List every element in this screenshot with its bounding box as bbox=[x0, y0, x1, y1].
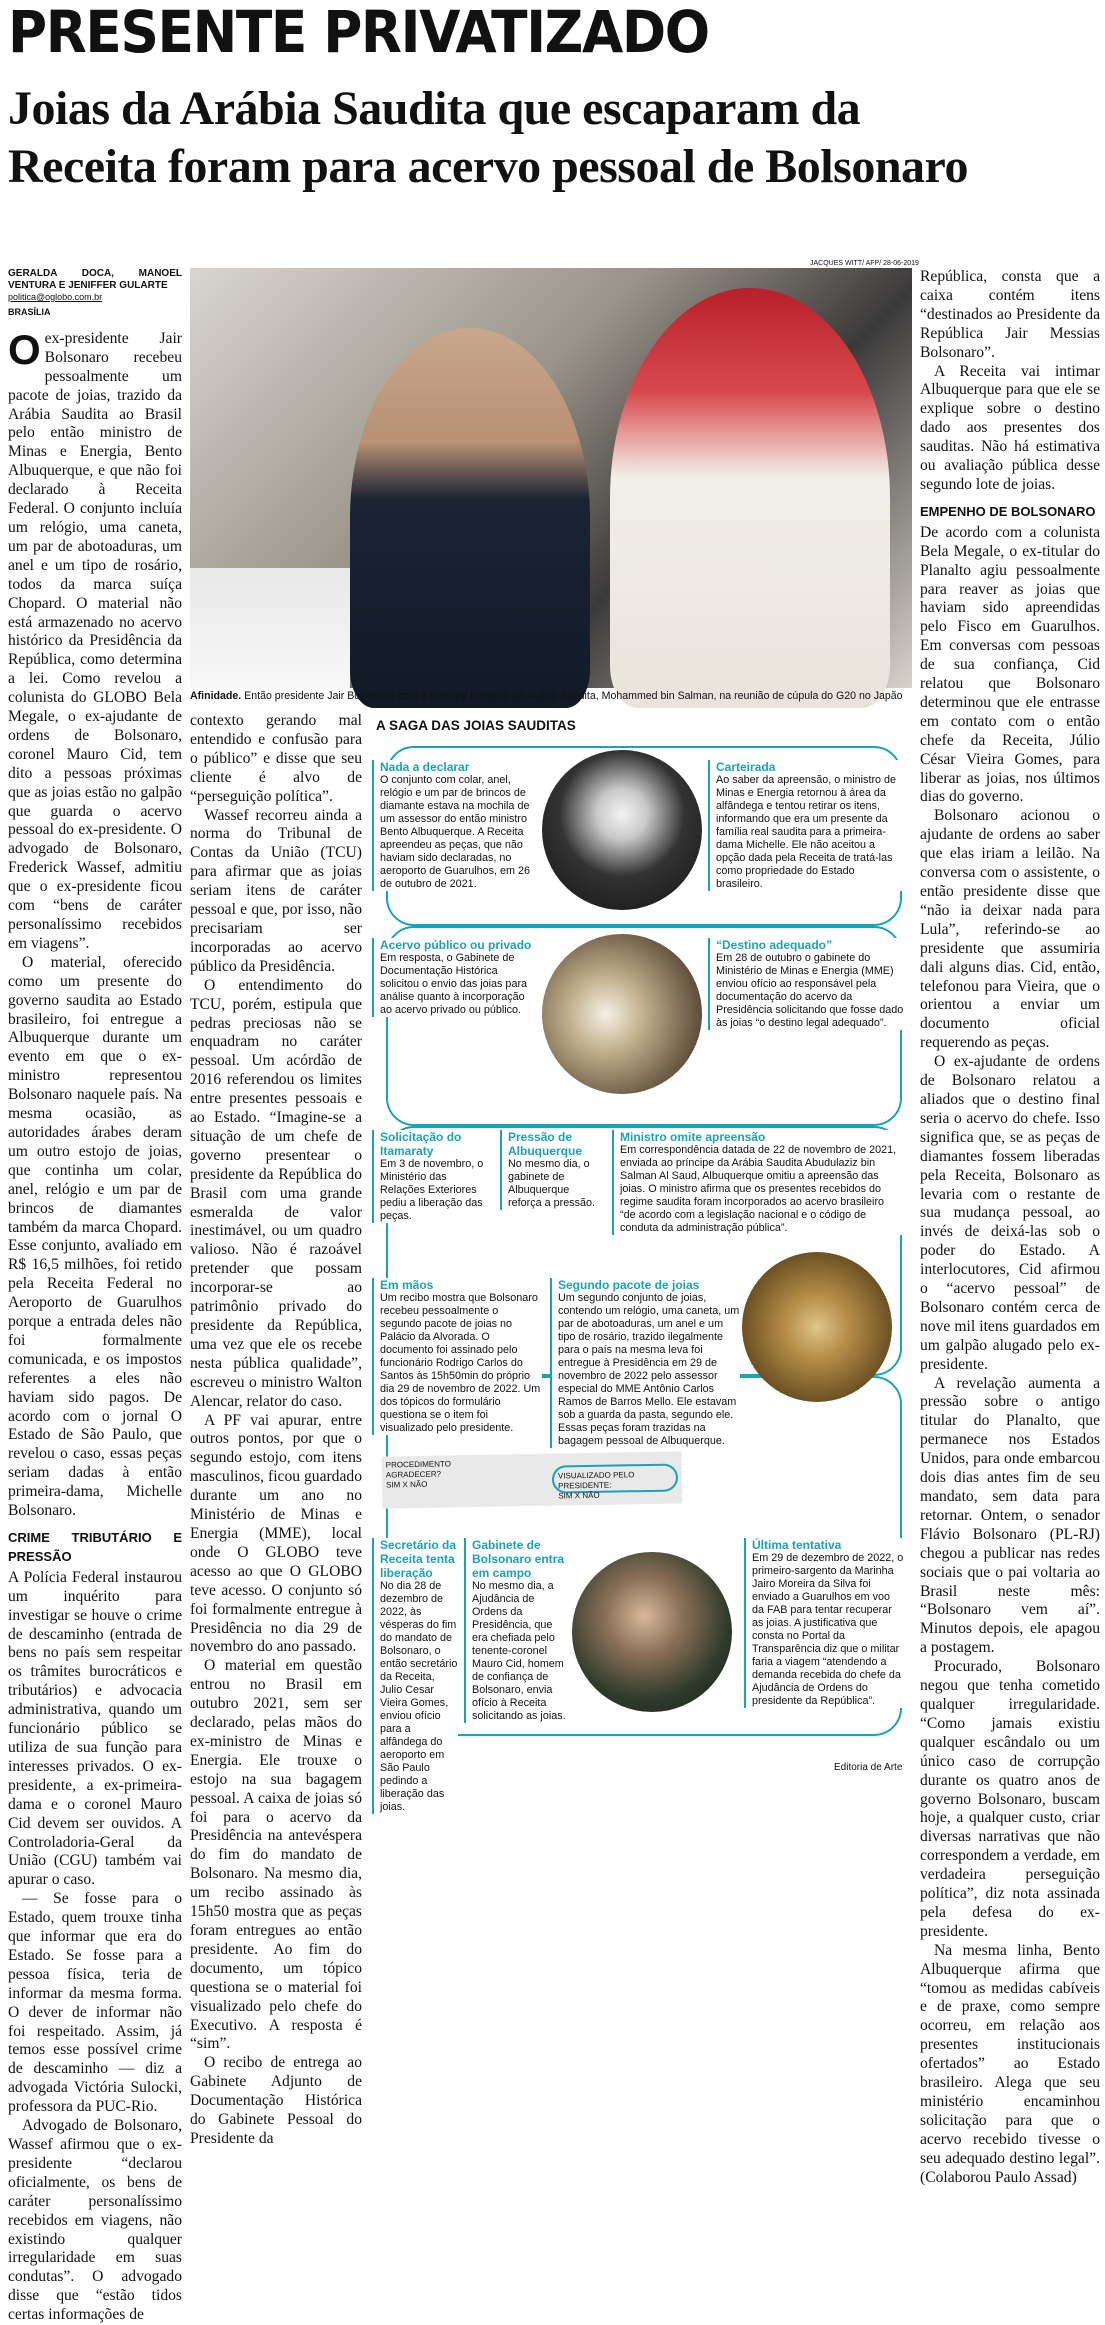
handover-photo bbox=[542, 934, 702, 1094]
step-2: Carteirada Ao saber da apreensão, o ministro de Minas e Energia retornou à área da alfândega e tentou retirar os itens, informando que era um presente da família real saudita para a primeira-dama Michelle. Ele não aceitou a opção dada pela Receita de tratá-las como propriedade do Estado brasileiro. bbox=[708, 760, 904, 891]
article-paragraph: O entendimento do TCU, porém, estipula que pedras preciosas não se enquadram no caráter pessoal. Um acórdão de 2016 referendou os limites entre presentes pessoais e ao Estado. “Imagine-se a situação de um chefe de governo presentear o presidente da República do Brasil com uma grande esmeralda de valor inestimável, ou um quadro valioso. Não é razoável pretender que possam incorporar-se ao patrimônio privado do presidente da República, uma vez que ele os recebe nesta pública qualidade”, escreveu o ministro Walton Alencar, relator do caso. bbox=[190, 976, 362, 1410]
column-1 bbox=[8, 268, 182, 2324]
step-4: “Destino adequado” Em 28 de outubro o gabinete do Ministério de Minas e Energia (MME) enviou ofício ao responsável pela documentação do acervo da Presidência solicitando que fosse dado às joias “o destino legal adequado”. bbox=[708, 938, 904, 1030]
byline-city: BRASÍLIA bbox=[8, 307, 51, 317]
article-paragraph: Procurado, Bolsonaro negou que tenha cometido qualquer irregularidade. “Como jamais existiu qualquer escândalo ou um único caso de corrupção durante os quatro anos de governo Bolsonaro, buscam hoje, a qualquer custo, criar diversas narrativas que não correspondem a verdade, em verdadeira perseguição política”, diz nota assinada pela defesa do ex-presidente. bbox=[920, 1658, 1100, 1940]
byline-authors: GERALDA DOCA, MANOEL VENTURA E JENIFFER GULARTE bbox=[8, 268, 182, 291]
subheadline: Joias da Arábia Saudita que escaparam da Receita foram para acervo pessoal de Bolsonaro bbox=[8, 82, 968, 193]
step-11: Gabinete de Bolsonaro entra em campo No mesmo dia, a Ajudância de Ordens da Presidência, que era chefiada pelo tenente-coronel Mauro Cid, homem de confiança de Bolsonaro, envia ofício à Receita solicitando as joias. bbox=[464, 1538, 570, 1723]
figure-bolsonaro bbox=[350, 328, 590, 708]
article-paragraph: A PF vai apurar, entre outros pontos, por que o segundo estojo, com itens masculinos, ficou guardado durante um ano no Ministério de Minas e Energia (MME), local onde O GLOBO teve acesso ao que O GLOBO teve acesso. O conjunto só foi formalmente entregue à Presidência no dia 29 de novembro do ano passado. bbox=[190, 1411, 362, 1656]
article-paragraph: A revelação aumenta a pressão sobre o antigo titular do Planalto, que permanece nos Estados Unidos, para onde embarcou dois dias antes fim de seu mandato, sem data para retornar. Ontem, o senador Flávio Bolsonaro (PL-RJ) chegou a publicar nas redes sociais que o pai voltaria ao Brasil neste mês: “Bolsonaro vem aí”. Minutos depois, ele apagou a postagem. bbox=[920, 1374, 1100, 1657]
column-2 bbox=[190, 712, 362, 2147]
article-paragraph: O material, oferecido como um presente do governo saudita ao Estado brasileiro, foi entregue a Albuquerque durante um evento em que o ex-ministro representou Bolsonaro naquele país. Na mesma ocasião, as autoridades árabes deram um outro estojo de joias, que continha um colar, anel, relógio e um par de brincos de diamantes também da marca Chopard. Esse conjunto, avaliado em R$ 16,5 milhões, foi retido pela Receita Federal no Aeroporto de Guarulhos porque a entrada deles não foi formalmente comunicada, e os impostos referentes a eles não haviam sido pagos. De acordo com o jornal O Estado de São Paulo, que revelou o caso, essas peças seriam dadas à então primeira-dama, Michelle Bolsonaro. bbox=[8, 953, 182, 1520]
article-paragraph: República, consta que a caixa contém itens “destinados ao Presidente da República Jair Messias Bolsonaro”. bbox=[920, 268, 1100, 361]
jewelry-photo bbox=[542, 750, 702, 910]
article-paragraph: Wassef recorreu ainda a norma do Tribunal de Contas da União (TCU) para afirmar que as joias seriam itens de caráter pessoal e que, por isso, não precisariam ser incorporadas ao acervo público da Presidência. bbox=[190, 806, 362, 975]
figure-prince bbox=[610, 288, 890, 708]
graphic-panel bbox=[372, 712, 912, 1813]
section-heading: CRIME TRIBUTÁRIO E PRESSÃO bbox=[8, 1530, 182, 1564]
column-4 bbox=[920, 268, 1100, 2186]
receipt-highlight: VISUALIZADO PELO PRESIDENTE: SIM X NÃO bbox=[552, 1463, 678, 1493]
byline-email[interactable]: politica@oglobo.com.br bbox=[8, 292, 103, 302]
graphic-credit: Editoria de Arte bbox=[834, 1762, 903, 1773]
article-paragraph: contexto gerando mal entendido e confusão para o público” e disse que seu cliente é alvo de “perseguição política”. bbox=[190, 712, 362, 805]
cid-photo bbox=[572, 1552, 732, 1712]
step-5: Solicitação do Itamaraty Em 3 de novembro, o Ministério das Relações Exteriores pediu a liberação das peças. bbox=[372, 1130, 492, 1223]
article-paragraph: Advogado de Bolsonaro, Wassef afirmou que o ex-presidente “declarou oficialmente, os bens de caráter personalíssimo recebidos em viagens, não existindo qualquer irregularidade em suas condutas”. O advogado disse que “estão tidos certas informações de bbox=[8, 2117, 182, 2324]
step-6: Pressão de Albuquerque No mesmo dia, o gabinete de Albuquerque reforça a pressão. bbox=[500, 1130, 604, 1210]
photo-caption: Afinidade. Então presidente Jair Bolsonaro com o príncipe herdeiro da Arábia Saudita, Mohammed bin Salman, na reunião de cúpula do G20 no Japão bbox=[190, 690, 903, 702]
drop-cap: O bbox=[8, 325, 41, 373]
photo-credit: JACQUES WITT/ AFP/ 28-06-2019 bbox=[810, 260, 919, 267]
step-8: Em mãos Um recibo mostra que Bolsonaro recebeu pessoalmente o segundo pacote de joias no Palácio da Alvorada. O documento foi assinado pelo funcionário Rodrigo Carlos do Santos às 15h50min do próprio dia 29 de novembro de 2022. Um dos tópicos do formulário questiona se o item foi visualizado pelo presidente. bbox=[372, 1278, 542, 1435]
article-paragraph: Oex-presidente Jair Bolsonaro recebeu pessoalmente um pacote de joias, trazido da Arábia Saudita ao Brasil pelo então ministro de Minas e Energia, Bento Albuquerque, e que não foi declarado à Receita Federal. O conjunto incluía um relógio, uma caneta, um par de abotoaduras, um anel e um tipo de rosário, todos da marca suíça Chopard. O material não está armazenado no acervo histórico da Presidência da República, como determina a lei. Como revelou a colunista do GLOBO Bela Megale, o ex-ajudante de ordens de Bolsonaro, coronel Mauro Cid, tem dito a pessoas próximas que as joias estão no galpão que guarda o acervo pessoal do ex-presidente. O advogado de Bolsonaro, Frederick Wassef, admitiu que o ex-presidente ficou com “bens de caráter personalíssimo recebidos em viagens”. bbox=[8, 325, 182, 952]
step-9: Segundo pacote de joias Um segundo conjunto de joias, contendo um relógio, uma caneta, um par de abotoaduras, um anel e um tipo de rosário, trazido ilegalmente para o país na mesma leva foi entregue à Presidência em 29 de novembro de 2022 pelo assessor especial do MME Antônio Carlos Ramos de Barros Mello. Ele estavam sob a guarda da pasta, segundo ele. Essas peças foram trazidas na bagagem pessoal de Albuquerque. bbox=[550, 1278, 740, 1448]
section-heading: EMPENHO DE BOLSONARO bbox=[920, 503, 1096, 519]
step-3: Acervo público ou privado Em resposta, o Gabinete de Documentação Histórica solicitou o envio das joias para análise quanto à incorporação ao acervo privado ou público. bbox=[372, 938, 537, 1017]
article-paragraph: Bolsonaro acionou o ajudante de ordens ao saber que elas iriam a leilão. Na conversa com o assistente, o então presidente disse que “não ia deixar nada para Lula”, referindo-se ao presidente que assumiria dali alguns dias. Cid, então, telefonou para Vieira, que o orientou a enviar um documento oficial requerendo as peças. bbox=[920, 807, 1100, 1052]
article-paragraph: Na mesma linha, Bento Albuquerque afirma que “tomou as medidas cabíveis e de praxe, como sempre ocorreu, em relação aos presentes institucionais ofertados” ao Estado brasileiro. Alega que seu ministério encaminhou solicitação para que o acervo recebido tivesse o seu adequado destino legal”. (Colaborou Paulo Assad) bbox=[920, 1941, 1100, 2186]
article-paragraph: A Polícia Federal instaurou um inquérito para investigar se houve o crime de descaminho (entrada de bens no país sem respeitar os trâmites burocráticos e tributários) e advocacia administrativa, quando um funcionário público se utiliza de sua função para interesses privados. O ex-presidente, a ex-primeira-dama e o coronel Mauro Cid devem ser ouvidos. A Controladoria-Geral da União (CGU) também vai apurar o caso. bbox=[8, 1568, 182, 1889]
step-10: Secretário da Receita tenta liberação No dia 28 de dezembro de 2022, às vésperas do fim do mandato de Bolsonaro, o então secretário da Receita, Julio Cesar Vieira Gomes, enviou ofício para a alfândega do aeroporto em São Paulo pedindo a liberação das joias. bbox=[372, 1538, 458, 1814]
graphic-title: A SAGA DAS JOIAS SAUDITAS bbox=[376, 718, 576, 733]
step-7: Ministro omite apreensão Em correspondência datada de 22 de novembro de 2021, enviada ao príncipe da Arábia Saudita Abudulaziz bin Salman Al Saud, Albuquerque omitiu a apreensão das joias. O ministro afirma que os presentes recebidos do regime saudita foram incorporados ao acervo brasileiro “de acordo com a legislação nacional e o código de conduta da administração pública”. bbox=[612, 1130, 902, 1235]
article-paragraph: — Se fosse para o Estado, quem trouxe tinha que informar que era do Estado. Se fosse para a pessoa física, teria de informar da mesma forma. O dever de informar não foi respeitado. Assim, já temos esse possível crime de descaminho — diz a advogada Victória Sulocki, professora da PUC-Rio. bbox=[8, 1890, 182, 2116]
article-paragraph: O material em questão entrou no Brasil em outubro 2021, sem ser declarado, pelas mãos do ex-ministro de Minas e Energia. Ele trouxe o estojo na sua bagagem pessoal. A caixa de joias só foi para o acervo da Presidência na antevéspera do fim do mandato de Bolsonaro. Na mesmo dia, um recibo assinado às 15h50 mostra que as peças foram entregues ao então presidente. Ao fim do documento, um tópico questiona se o material foi visualizado pelo chefe do Executivo. A resposta é “sim”. bbox=[190, 1657, 362, 2053]
article-paragraph: De acordo com a colunista Bela Megale, o ex-titular do Planalto agiu pessoalmente para reaver as joias que haviam sido apreendidas pelo Fisco em Guarulhos. Em conversas com pessoas de sua confiança, Cid relatou que Bolsonaro determinou que ele entrasse em contato com o então chefe da Receita, Júlio César Vieira Gomes, para liberar as joias, nos últimos dias do governo. bbox=[920, 523, 1100, 806]
article-paragraph: O recibo de entrega ao Gabinete Adjunto de Documentação Histórica do Gabinete Pessoal do Presidente da bbox=[190, 2054, 362, 2147]
main-photo bbox=[190, 268, 912, 688]
step-12: Última tentativa Em 29 de dezembro de 2022, o primeiro-sargento da Marinha Jairo Moreira da Silva foi enviado a Guarulhos em voo da FAB para tentar recuperar as joias. A justificativa que consta no Portal da Transparência diz que o militar faria a viagem “atendendo a demanda recebida do chefe da Ajudância de Ordens do presidente da República”. bbox=[744, 1538, 904, 1708]
headline: PRESENTE PRIVATIZADO bbox=[8, 0, 709, 66]
step-1: Nada a declarar O conjunto com colar, anel, relógio e um par de brincos de diamante estava na mochila de um assessor do então ministro Bento Albuquerque. A Receita apreendeu as peças, que não haviam sido declaradas, no aeroporto de Guarulhos, em 26 de outubro de 2021. bbox=[372, 760, 537, 891]
table-bottles bbox=[190, 568, 350, 688]
article-paragraph: O ex-ajudante de ordens de Bolsonaro relatou a aliados que o destino final seria o acervo do chefe. Isso significa que, se as peças de diamantes fossem liberadas pela Receita, Bolsonaro as levaria com o restante de sua mudança pessoal, ao invés de deixá-las sob o poder do Estado. A interlocutores, Cid afirmou o “acervo pessoal” de Bolsonaro contém cerca de nove mil itens guardados em um galpão alugado pelo ex-presidente. bbox=[920, 1053, 1100, 1373]
article-paragraph: A Receita vai intimar Albuquerque para que ele se explique sobre o destino dado aos presentes dos sauditas. Não há estimativa ou avaliação pública desse segundo lote de joias. bbox=[920, 362, 1100, 493]
receipt-form: PROCEDIMENTO AGRADECER? SIM X NÃO VISUALIZADO PELO PRESIDENTE: SIM X NÃO bbox=[382, 1451, 683, 1508]
watch-photo bbox=[742, 1252, 892, 1402]
